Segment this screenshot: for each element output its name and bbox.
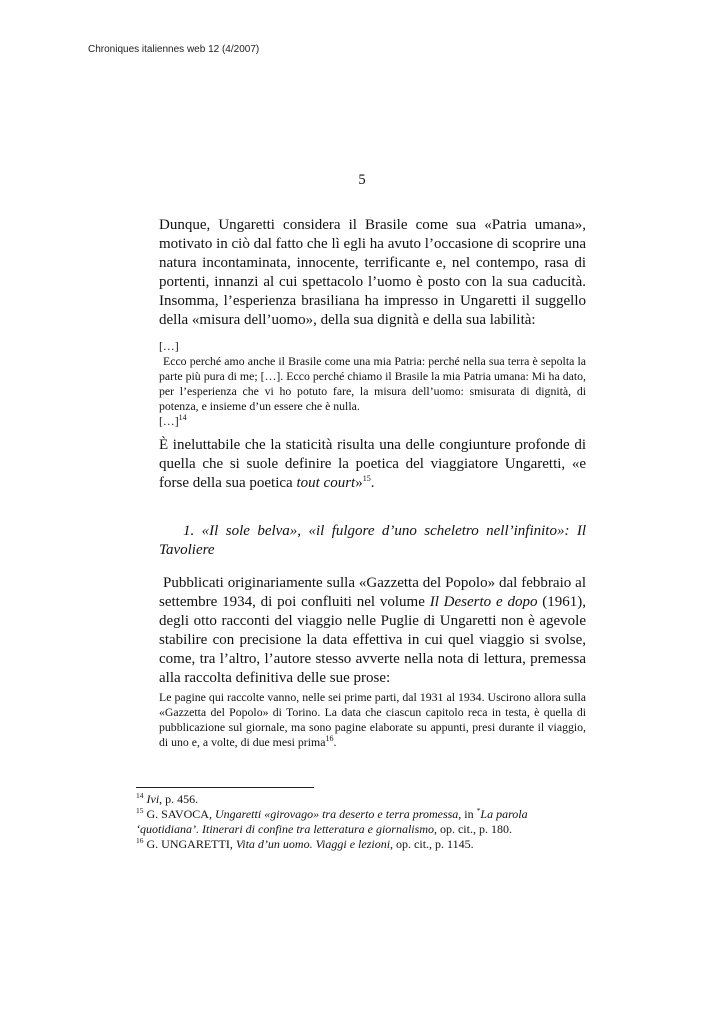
period: . (370, 475, 375, 491)
footnote-text: , p. 456. (159, 792, 199, 806)
footnote-ref-16: 16 (325, 734, 334, 744)
footnote-ref-14: 14 (178, 413, 187, 423)
footnote-ref-15: 15 (362, 474, 371, 483)
footnotes (136, 792, 596, 852)
footnote-italic: La parola (480, 807, 528, 821)
footnote-15-continued (136, 822, 596, 837)
footnote-italic: Ungaretti «girovago» tra deserto e terra promessa (214, 807, 459, 821)
paragraph-run: È ineluttabile che la staticità risulta una delle congiunture profonde di quella che si suole definire la poetica del viaggiatore Ungaretti, «e forse della sua poetica (159, 437, 586, 491)
section-number: 1. (183, 523, 195, 539)
closing-guillemet: » (355, 475, 363, 491)
block-quote-1 (159, 339, 586, 429)
quote-run: Le pagine qui raccolte vanno, nelle sei prime parti, dal 1931 al 1934. Uscirono allora sulla «Gazzetta del Popolo» di Torino. La data che ciascun capitolo reca in testa, è quella di pubblicazione sul giornale, ma sono pagine elaborate su appunti, presi durante il viaggio, di uno e, a volte, di due mesi prima (159, 690, 586, 749)
footnote-number: 14 (136, 791, 144, 800)
body-paragraph-3 (159, 574, 586, 688)
quote-close-ellipsis: […] (159, 414, 179, 428)
body-paragraph-2 (159, 436, 586, 493)
paragraph-run: (1961), degli otto racconti del viaggio nelle Puglie di Ungaretti non è agevole stabilire con precisione la data effettiva in cui quel viaggio si svolse, come, tra l’altro, l’autore stesso avverte nella nota di lettura, premessa alla raccolta definitiva delle sue prose: (159, 594, 587, 686)
body-paragraph-1 (159, 216, 586, 330)
paragraph-text (159, 436, 586, 493)
footnote-text: , op. cit., p. 1145. (390, 837, 474, 851)
footnote-16 (136, 837, 596, 852)
paragraph-text (159, 574, 586, 688)
section-heading (159, 522, 586, 560)
quote-close (159, 414, 586, 429)
quote-text: Ecco perché amo anche il Brasile come una mia Patria: perché nella sua terra è sepolta la parte più pura di me; […]. Ecco perché chiamo il Brasile la mia Patria umana: Mi ha dato, per l’esperienza che vi ho potuto fare, la misura dell’uomo: smisurata di dignità, di potenza, e insieme d’un essere che è nulla. (159, 354, 586, 413)
footnote-italic: Ivi (146, 792, 160, 806)
footnote-text: , in (458, 807, 477, 821)
period: . (333, 735, 337, 749)
footnote-15 (136, 807, 596, 822)
section-title: «Il sole belva», «il fulgore d’uno scheletro nell’infinito»: Il Tavoliere (159, 523, 587, 558)
footnote-number: 15 (136, 806, 144, 815)
section-heading-text (159, 522, 586, 560)
page-number: 5 (358, 172, 366, 188)
italic-tout-court: tout court (296, 475, 356, 491)
paragraph-text: Dunque, Ungaretti considera il Brasile come sua «Patria umana», motivato in ciò dal fatto che lì egli ha avuto l’occasione di scoprire una natura incontaminata, innocente, terrificante e, nel contempo, rasa di portenti, innanzi al cui spettacolo l’uomo è posto con la sua caducità. Insomma, l’esperienza brasiliana ha impresso in Ungaretti il suggello della «misura dell’uomo», della sua dignità e della sua labilità: (159, 217, 586, 328)
quote-text (159, 690, 586, 750)
italic-book-title: Il Deserto e dopo (429, 594, 538, 610)
running-header: Chroniques italiennes web 12 (4/2007) (88, 44, 260, 55)
footnote-divider (136, 787, 314, 788)
block-quote-2 (159, 690, 586, 750)
footnote-italic: Vita d’un uomo. Viaggi e lezioni (235, 837, 391, 851)
footnote-number: 16 (136, 836, 144, 845)
footnote-author: G. SAVOCA, (143, 807, 215, 821)
footnote-text: , op. cit., p. 180. (433, 822, 512, 836)
footnote-star: * (476, 806, 481, 815)
footnote-italic: ‘quotidiana’. Itinerari di confine tra letteratura e giornalismo (136, 822, 434, 836)
paragraph-run: Pubblicati originariamente sulla «Gazzetta del Popolo» dal febbraio al settembre 1934, di poi confluiti nel volume (159, 575, 586, 610)
quote-open-ellipsis: […] (159, 339, 179, 353)
footnote-14 (136, 792, 596, 807)
footnote-author: G. UNGARETTI, (143, 837, 236, 851)
